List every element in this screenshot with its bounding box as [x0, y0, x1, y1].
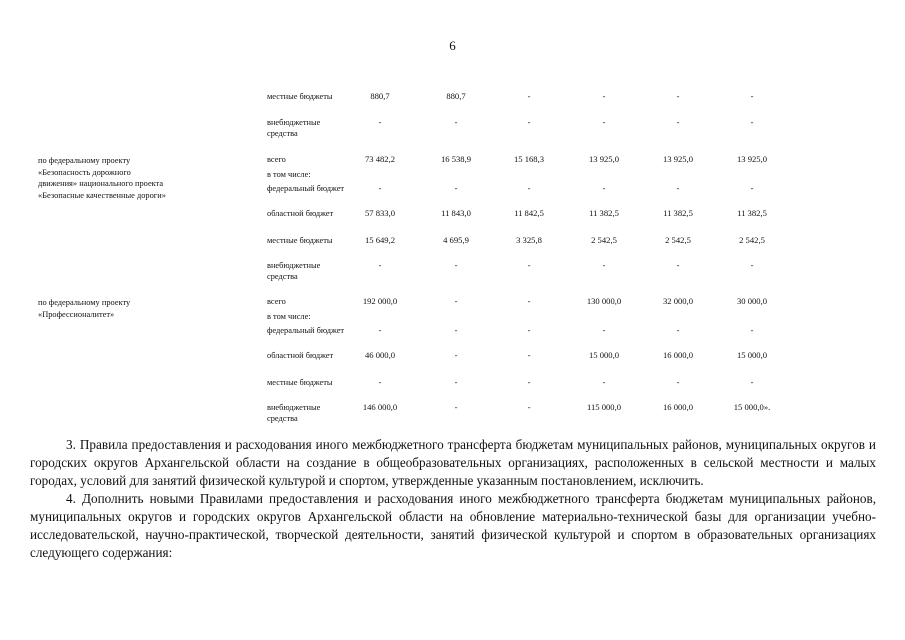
table-cell: 30 000,0 [736, 296, 768, 306]
table-cell: 13 925,0 [736, 154, 768, 164]
table-cell: - [676, 325, 680, 335]
table-cell: - [602, 117, 606, 127]
row-label: всего [267, 155, 286, 164]
row-label: местные бюджеты [267, 92, 333, 101]
table-cell: 15 649,2 [364, 235, 396, 245]
table-cell: - [676, 260, 680, 270]
table-cell: - [454, 183, 458, 193]
table-cell: - [527, 402, 531, 412]
row-label: федеральный бюджет [267, 326, 345, 335]
table-cell: 11 382,5 [589, 208, 619, 218]
table-cell: 115 000,0 [586, 402, 622, 412]
table-cell: 11 382,5 [663, 208, 693, 218]
paragraph-3: 3. Правила предоставления и расходования иного межбюджетного трансферта бюджетам муниципальных районов, муниципальных округов и городских округов Архангельской области на создание в общеобразовательных организациях, расположенных в сельской местности и малых городах, условий для занятий физической культурой и спортом, утвержденные указанным постановлением, исключить. [30, 437, 876, 488]
table-cell: - [527, 260, 531, 270]
table-cell: - [527, 325, 531, 335]
table-cell: 16 538,9 [440, 154, 472, 164]
table-cell: 73 482,2 [364, 154, 396, 164]
paragraph-4: 4. Дополнить новыми Правилами предоставления и расходования иного межбюджетного трансферта бюджетам муниципальных районов, муниципальных округов и городских округов Архангельской области на обновление материально-технической базы для организации учебно-исследовательской, научно-практической, творческой деятельности, занятий физической культурой и спортом в образовательных организациях следующего содержания: [30, 491, 876, 560]
table-cell: 2 542,5 [739, 235, 765, 245]
table-cell: - [750, 117, 754, 127]
table-cell: - [750, 183, 754, 193]
row-label: местные бюджеты [267, 236, 333, 245]
row-label: внебюджетные средства [267, 261, 321, 281]
table-cell: 2 542,5 [591, 235, 617, 245]
row-label: федеральный бюджет [267, 184, 345, 193]
table-cell: 16 000,0 [662, 350, 694, 360]
table-cell: - [378, 183, 382, 193]
row-label: внебюджетные средства [267, 118, 321, 138]
table-cell: - [527, 377, 531, 387]
table-cell: - [527, 117, 531, 127]
table-cell: 15 168,3 [513, 154, 545, 164]
body-text [30, 436, 876, 562]
table-cell: - [527, 183, 531, 193]
table-cell: 11 843,0 [441, 208, 471, 218]
table-cell: 11 382,5 [737, 208, 767, 218]
table-cell: - [454, 402, 458, 412]
row-label: областной бюджет [267, 209, 334, 218]
table-cell: - [378, 377, 382, 387]
table-cell: 13 925,0 [588, 154, 620, 164]
row-label: областной бюджет [267, 351, 334, 360]
table-cell: - [602, 377, 606, 387]
table-cell: - [676, 117, 680, 127]
table-cell: - [378, 260, 382, 270]
table-cell: 146 000,0 [362, 402, 398, 412]
table-cell: 4 695,9 [443, 235, 469, 245]
row-label: в том числе: [267, 170, 311, 179]
table-cell: 15 000,0 [588, 350, 620, 360]
table-cell: 880,7 [370, 91, 390, 101]
table-cell: 15 000,0». [733, 402, 771, 412]
table-cell: 130 000,0 [586, 296, 622, 306]
table-cell: 46 000,0 [364, 350, 396, 360]
table-cell: - [454, 325, 458, 335]
table-cell: - [378, 325, 382, 335]
table-cell: 15 000,0 [736, 350, 768, 360]
table-cell: 57 833,0 [364, 208, 396, 218]
row-label: местные бюджеты [267, 378, 333, 387]
table-cell: 32 000,0 [662, 296, 694, 306]
table-cell: - [676, 183, 680, 193]
table-cell: 2 542,5 [665, 235, 691, 245]
table-cell: 13 925,0 [662, 154, 694, 164]
table-cell: - [454, 350, 458, 360]
project-name: по федеральному проекту «Профессионалитет» [38, 298, 131, 319]
table-cell: - [750, 91, 754, 101]
table-cell: - [527, 350, 531, 360]
table-cell: - [750, 325, 754, 335]
table-cell: - [676, 377, 680, 387]
table-cell: - [602, 183, 606, 193]
table-cell: - [602, 91, 606, 101]
table-cell: - [602, 260, 606, 270]
table-cell: - [676, 91, 680, 101]
table-cell: - [454, 296, 458, 306]
table-cell: - [750, 260, 754, 270]
table-cell: - [602, 325, 606, 335]
table-cell: - [378, 117, 382, 127]
table-cell: 11 842,5 [514, 208, 544, 218]
table-cell: - [527, 296, 531, 306]
table-cell: 192 000,0 [362, 296, 398, 306]
table-cell: 880,7 [446, 91, 466, 101]
row-label: в том числе: [267, 312, 311, 321]
table-cell: - [454, 117, 458, 127]
page-number: 6 [449, 38, 456, 53]
table-cell: 3 325,8 [516, 235, 542, 245]
project-name: по федеральному проекту «Безопасность дорожного движения» национального проекта «Безопасные качественные дороги» [38, 156, 166, 200]
row-label: внебюджетные средства [267, 403, 321, 423]
table-cell: - [750, 377, 754, 387]
table-cell: 16 000,0 [662, 402, 694, 412]
table-cell: - [454, 377, 458, 387]
table-cell: - [454, 260, 458, 270]
table-cell: - [527, 91, 531, 101]
row-label: всего [267, 297, 286, 306]
